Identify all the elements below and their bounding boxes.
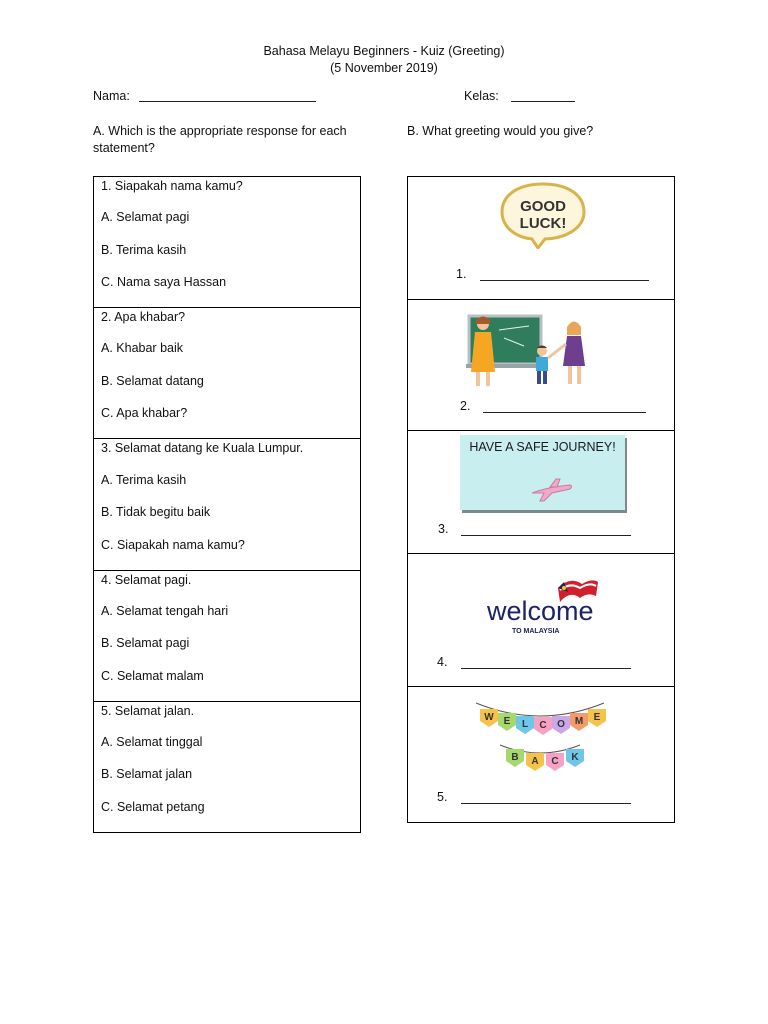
answer-blank-5[interactable]: [461, 803, 631, 804]
option-b[interactable]: B. Selamat pagi: [101, 636, 190, 650]
option-b[interactable]: B. Tidak begitu baik: [101, 505, 211, 519]
option-c[interactable]: C. Apa khabar?: [101, 406, 188, 420]
picture-box-2: [407, 299, 675, 431]
kelas-label: Kelas:: [464, 89, 499, 103]
bunting-letter: K: [571, 752, 579, 763]
bunting-letter: O: [557, 719, 565, 730]
welcome-malaysia-logo-icon: [484, 574, 600, 640]
answer-blank-1[interactable]: [480, 280, 649, 281]
option-c[interactable]: C. Nama saya Hassan: [101, 275, 227, 289]
bunting-letter: M: [574, 716, 584, 727]
bunting-letter: C: [551, 756, 559, 767]
good-luck-bubble-icon: [498, 181, 588, 249]
bunting-letter: W: [484, 712, 494, 723]
bunting-letter: A: [531, 756, 539, 767]
picture-number: 1.: [456, 267, 467, 281]
option-c[interactable]: C. Selamat petang: [101, 800, 205, 814]
welcome-back-bunting-icon: [472, 695, 608, 781]
question-text: 2. Apa khabar?: [101, 310, 186, 324]
option-a[interactable]: A. Terima kasih: [101, 473, 187, 487]
to-malaysia-text: TO MALAYSIA: [512, 628, 560, 635]
option-b[interactable]: B. Selamat jalan: [101, 767, 193, 781]
nama-blank[interactable]: [139, 90, 316, 102]
option-a[interactable]: A. Selamat tengah hari: [101, 604, 229, 618]
welcome-text: welcome: [487, 596, 594, 626]
answer-blank-3[interactable]: [461, 535, 631, 536]
picture-box-5: [407, 686, 675, 823]
question-box-5: [93, 701, 361, 833]
safe-journey-text: HAVE A SAFE JOURNEY!: [469, 440, 616, 454]
answer-blank-4[interactable]: [461, 668, 631, 669]
question-text: 1. Siapakah nama kamu?: [101, 179, 243, 193]
question-box-4: [93, 570, 361, 702]
bunting-letter: E: [593, 712, 601, 723]
question-text: 5. Selamat jalan.: [101, 704, 195, 718]
worksheet-title: Bahasa Melayu Beginners - Kuiz (Greeting): [263, 44, 505, 58]
picture-number: 2.: [460, 399, 471, 413]
option-b[interactable]: B. Terima kasih: [101, 243, 187, 257]
worksheet-date: (5 November 2019): [330, 61, 438, 75]
bunting-letter: E: [503, 716, 511, 727]
section-a-instruction-line2: statement?: [93, 141, 155, 155]
picture-box-3: [407, 430, 675, 554]
bunting-letter: C: [539, 720, 547, 731]
picture-box-4: [407, 553, 675, 687]
option-a[interactable]: A. Selamat pagi: [101, 210, 190, 224]
question-text: 4. Selamat pagi.: [101, 573, 192, 587]
option-a[interactable]: A. Selamat tinggal: [101, 735, 203, 749]
bunting-letter: B: [511, 752, 519, 763]
picture-number: 4.: [437, 655, 448, 669]
section-b-instruction: B. What greeting would you give?: [407, 124, 594, 138]
kelas-blank[interactable]: [511, 90, 575, 102]
option-c[interactable]: C. Siapakah nama kamu?: [101, 538, 245, 552]
bunting-letter: L: [521, 719, 529, 730]
good-luck-text-1: GOOD: [520, 198, 566, 215]
question-box-3: [93, 438, 361, 571]
question-box-2: [93, 307, 361, 439]
option-c[interactable]: C. Selamat malam: [101, 669, 204, 683]
airplane-icon: [530, 477, 574, 503]
classroom-greeting-icon: [464, 310, 600, 390]
option-a[interactable]: A. Khabar baik: [101, 341, 183, 355]
answer-blank-2[interactable]: [483, 412, 646, 413]
question-text: 3. Selamat datang ke Kuala Lumpur.: [101, 441, 304, 455]
picture-box-1: [407, 176, 675, 300]
section-a-instruction-line1: A. Which is the appropriate response for each: [93, 124, 347, 138]
nama-label: Nama:: [93, 89, 130, 103]
picture-number: 3.: [438, 522, 449, 536]
picture-number: 5.: [437, 790, 448, 804]
good-luck-text-2: LUCK!: [519, 215, 567, 232]
safe-journey-card: [460, 435, 625, 510]
question-box-1: [93, 176, 361, 308]
option-b[interactable]: B. Selamat datang: [101, 374, 204, 388]
